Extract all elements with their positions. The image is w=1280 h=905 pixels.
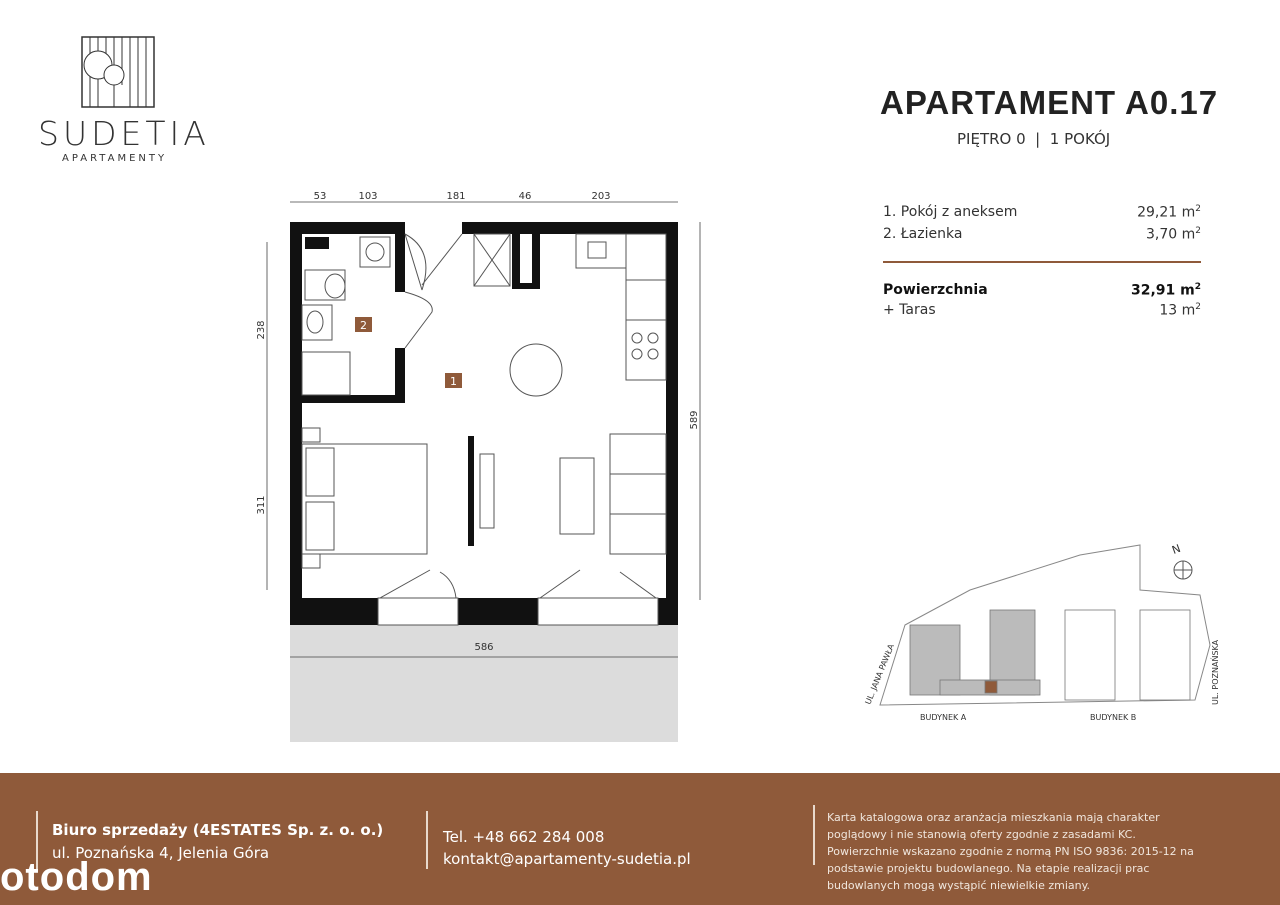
dimension-label: 46 [518, 191, 532, 202]
room-area: 3,70 m [1146, 226, 1196, 243]
apartment-subtitle: PIĘTRO 0 | 1 POKÓJ [957, 130, 1111, 148]
dimension-label: 203 [591, 191, 611, 202]
email-link[interactable]: kontakt@apartamenty-sudetia.pl [443, 850, 691, 868]
dimension-label: 53 [313, 191, 327, 202]
unit-sup: 2 [1195, 226, 1201, 236]
dimension-label: 311 [256, 495, 267, 515]
building-a-label: BUDYNEK A [920, 713, 967, 722]
walls [290, 222, 678, 625]
north-label: N [1170, 541, 1183, 557]
office-address: ul. Poznańska 4, Jelenia Góra [52, 844, 270, 862]
room-row [883, 226, 1201, 243]
divider [883, 261, 1201, 263]
room-label: 2. Łazienka [883, 226, 963, 242]
street-label: UL. POZNAŃSKA [1211, 639, 1220, 705]
divider [426, 811, 428, 869]
terrace-area: 13 m [1159, 302, 1196, 319]
logo-subtitle: APARTAMENTY [62, 153, 168, 164]
apartment-title: APARTAMENT A0.17 [880, 84, 1219, 121]
divider [813, 805, 815, 865]
dimension-label: 238 [256, 320, 267, 340]
room-label: 1. Pokój z aneksem [883, 204, 1018, 220]
room-tag-text: 1 [450, 375, 457, 388]
phone-link[interactable]: Tel. +48 662 284 008 [443, 828, 605, 846]
dimension-label: 103 [358, 191, 378, 202]
room-row [883, 204, 1201, 221]
dimension-label: 181 [446, 191, 466, 202]
office-title: Biuro sprzedaży (4ESTATES Sp. z. o. o.) [52, 821, 384, 839]
terrace-label: + Taras [883, 302, 936, 318]
dimension-label: 586 [474, 642, 494, 653]
site-map [850, 535, 1230, 735]
building-b-label: BUDYNEK B [1090, 713, 1137, 722]
unit-sup: 2 [1194, 282, 1201, 292]
logo-mark [80, 35, 156, 109]
street-label: UL. JANA PAWŁA [863, 642, 896, 706]
total-row [883, 282, 1201, 299]
unit-sup: 2 [1195, 204, 1201, 214]
unit-sup: 2 [1195, 302, 1201, 312]
dimension-label: 589 [689, 410, 700, 430]
logo-name: SUDETIA [38, 114, 210, 153]
room-area: 29,21 m [1137, 204, 1196, 221]
floor-plan [240, 180, 720, 750]
room-tag-text: 2 [360, 319, 367, 332]
footer [0, 773, 1280, 905]
terrace-row [883, 302, 1201, 319]
total-label: Powierzchnia [883, 282, 988, 298]
total-area: 32,91 m [1130, 282, 1195, 299]
watermark-logo: otodom [0, 855, 153, 899]
disclaimer: Karta katalogowa oraz aranżacja mieszkania mają charakter poglądowy i nie stanowią oferty zgodnie z zasadami KC. Powierzchnie wskazano zgodnie z normą PN ISO 9836: 2015-12 na podstawie projektu budowlanego. Na etapie realizacji prac budowlanych mogą wystąpić niewielkie zmiany. [827, 811, 1194, 892]
